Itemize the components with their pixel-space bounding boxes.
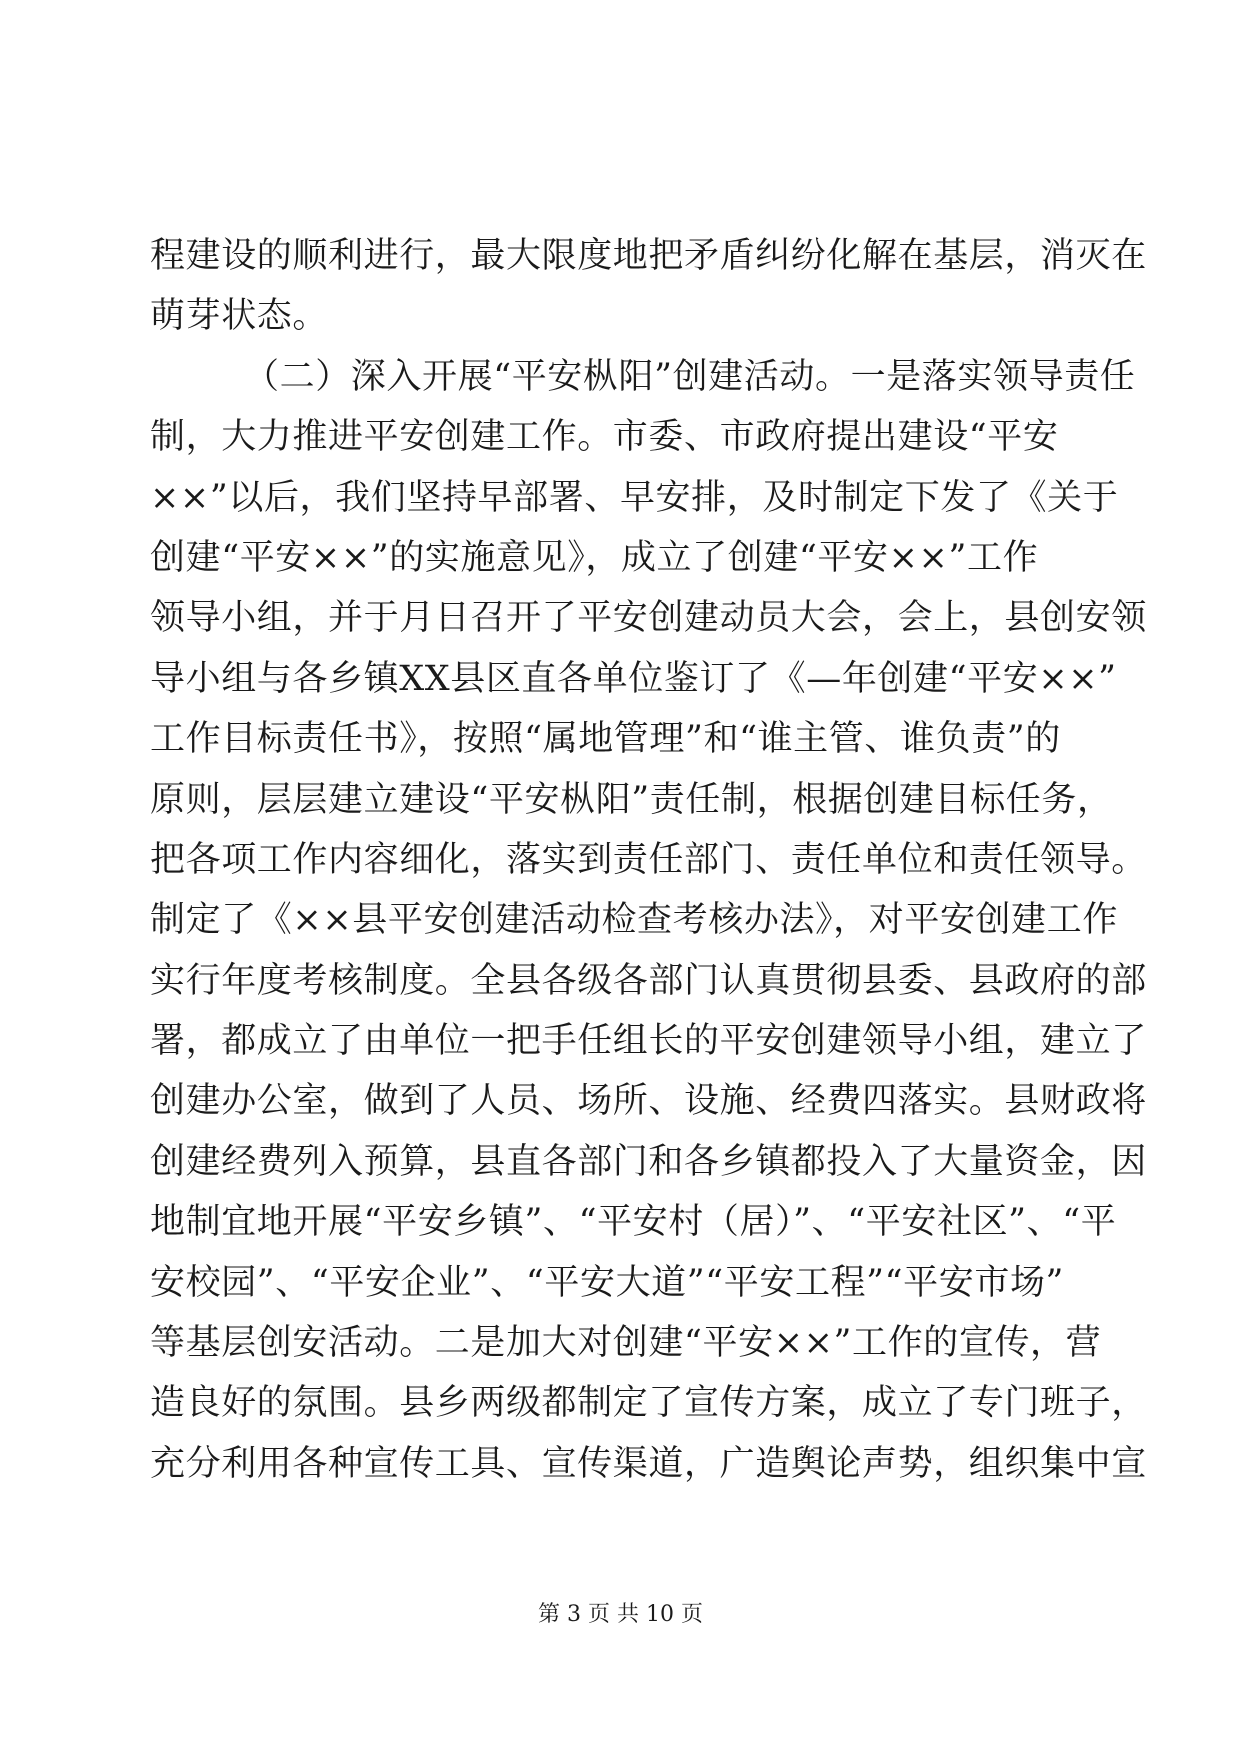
text-line: 把各项工作内容细化，落实到责任部门、责任单位和责任领导。 — [150, 839, 1147, 880]
text-line: 充分利用各种宣传工具、宣传渠道，广造舆论声势，组织集中宣 — [150, 1443, 1147, 1484]
page-number-footer: 第 3 页 共 10 页 — [538, 1602, 703, 1627]
text-line: 署，都成立了由单位一把手任组长的平安创建领导小组，建立了 — [150, 1021, 1147, 1062]
text-line: 创建办公室，做到了人员、场所、设施、经费四落实。县财政将 — [150, 1081, 1147, 1122]
text-line: 领导小组，并于月日召开了平安创建动员大会，会上，县创安领 — [150, 598, 1147, 639]
text-line: 创建经费列入预算，县直各部门和各乡镇都投入了大量资金，因 — [150, 1141, 1147, 1182]
text-line: 创建“平安××”的实施意见》，成立了创建“平安××”工作 — [150, 537, 1039, 578]
text-line: 实行年度考核制度。全县各级各部门认真贯彻县委、县政府的部 — [150, 960, 1147, 1001]
text-line: 造良好的氛围。县乡两级都制定了宣传方案，成立了专门班子， — [150, 1383, 1147, 1424]
paragraph-start-line: （二）深入开展“平安枞阳”创建活动。一是落实领导责任 — [244, 356, 1136, 397]
body-text — [150, 226, 1147, 1494]
text-line: 等基层创安活动。二是加大对创建“平安××”工作的宣传，营 — [150, 1323, 1102, 1364]
text-line: 程建设的顺利进行，最大限度地把矛盾纠纷化解在基层，消灭在 — [150, 236, 1147, 276]
text-line: 导小组与各乡镇XX县区直各单位鉴订了《—年创建“平安××” — [150, 658, 1117, 699]
text-line: 制，大力推进平安创建工作。市委、市政府提出建设“平安 — [150, 417, 1059, 458]
text-line: 制定了《××县平安创建活动检查考核办法》，对平安创建工作 — [150, 900, 1118, 941]
text-line: ××”以后，我们坚持早部署、早安排，及时制定下发了《关于 — [150, 477, 1119, 518]
text-line: 原则，层层建立建设“平安枞阳”责任制，根据创建目标任务， — [150, 779, 1113, 820]
text-line: 安校园”、“平安企业”、“平安大道”“平安工程”“平安市场” — [150, 1262, 1065, 1303]
text-line: 地制宜地开展“平安乡镇”、“平安村（居）”、“平安社区”、“平 — [150, 1202, 1117, 1243]
text-line: 工作目标责任书》，按照“属地管理”和“谁主管、谁负责”的 — [150, 719, 1061, 760]
text-line: 萌芽状态。 — [150, 296, 329, 337]
